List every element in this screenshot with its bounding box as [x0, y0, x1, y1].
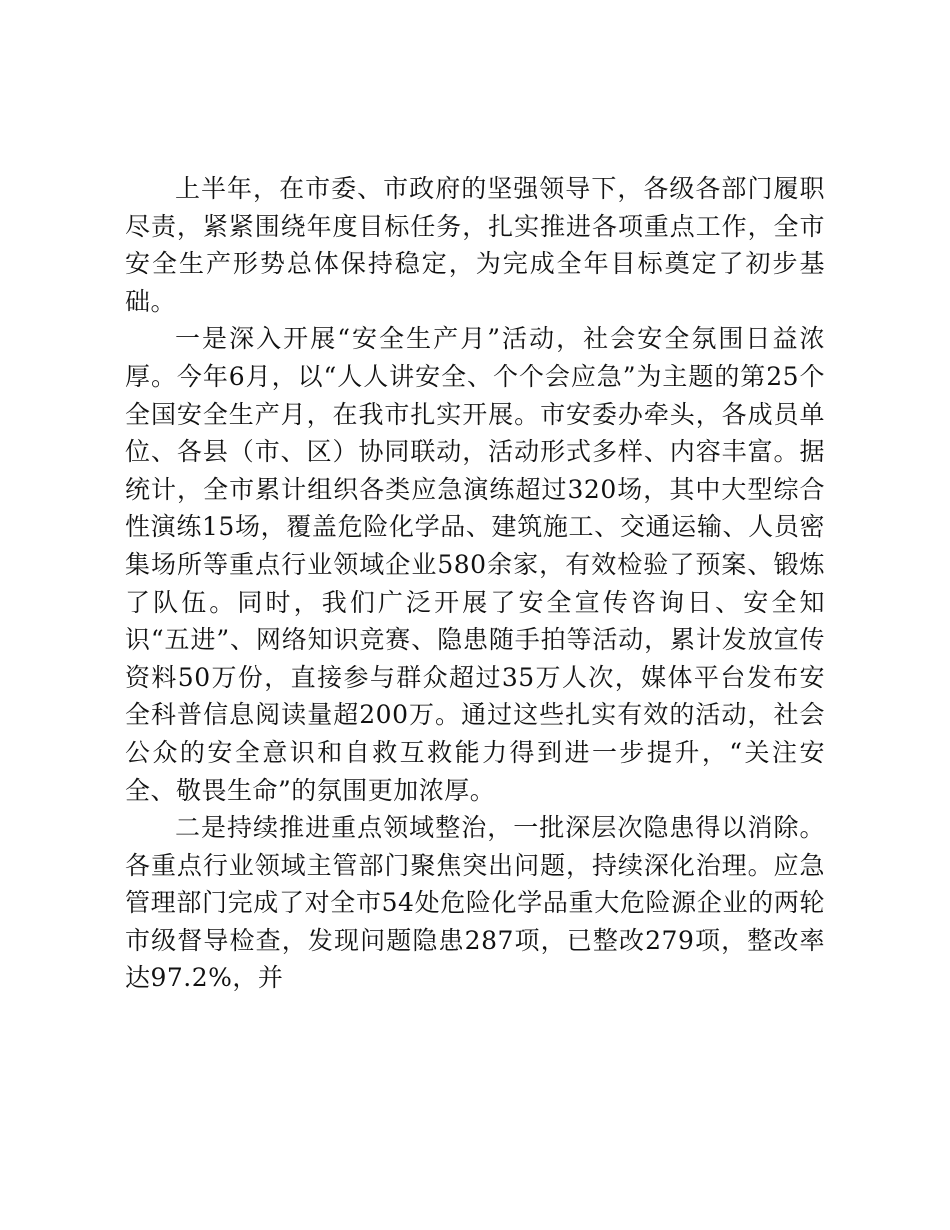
- document-body: [125, 170, 825, 997]
- paragraph-intro: 上半年，在市委、市政府的坚强领导下，各级各部门履职尽责，紧紧围绕年度目标任务，扎实推进各项重点工作，全市安全生产形势总体保持稳定，为完成全年目标奠定了初步基础。: [125, 174, 825, 316]
- paragraph-key-areas: 二是持续推进重点领域整治，一批深层次隐患得以消除。各重点行业领域主管部门聚焦突出问题，持续深化治理。应急管理部门完成了对全市54处危险化学品重大危险源企业的两轮市级督导检查，发现问题隐患287项，已整改279项，整改率达97.2%，并: [125, 813, 825, 993]
- paragraph-safety-month: 一是深入开展“安全生产月”活动，社会安全氛围日益浓厚。今年6月，以“人人讲安全、个个会应急”为主题的第25个全国安全生产月，在我市扎实开展。市安委办牵头，各成员单位、各县（市、区）协同联动，活动形式多样、内容丰富。据统计，全市累计组织各类应急演练超过320场，其中大型综合性演练15场，覆盖危险化学品、建筑施工、交通运输、人员密集场所等重点行业领域企业580余家，有效检验了预案、锻炼了队伍。同时，我们广泛开展了安全宣传咨询日、安全知识“五进”、网络知识竞赛、隐患随手拍等活动，累计发放宣传资料50万份，直接参与群众超过35万人次，媒体平台发布安全科普信息阅读量超200万。通过这些扎实有效的活动，社会公众的安全意识和自救互救能力得到进一步提升，“关注安全、敬畏生命”的氛围更加浓厚。: [125, 324, 825, 805]
